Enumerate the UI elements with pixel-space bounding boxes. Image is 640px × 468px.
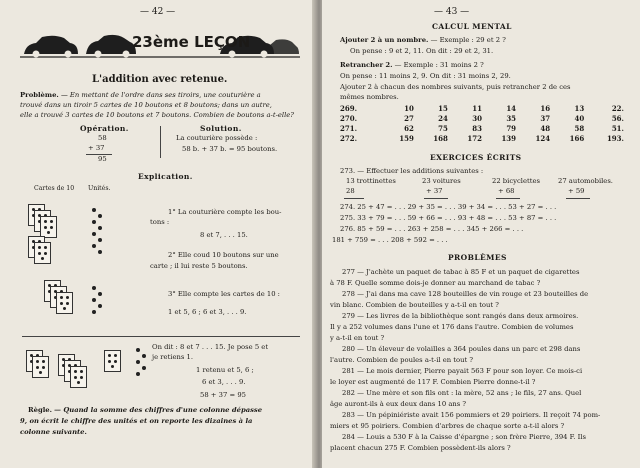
exercise-275: 275. 33 + 79 = . . . 59 + 66 = . . . 93 + 48 = . . . 53 + 87 = . . . bbox=[340, 214, 557, 222]
problem-line: 281 — Le mois dernier, Pierre payait 563 F pour son loyer. Ce mois-ci bbox=[342, 367, 583, 375]
instruction-line-2: mêmes nombres. bbox=[340, 93, 399, 101]
page-number-right: — 43 — bbox=[434, 7, 470, 17]
ex273-add-3: + 68 bbox=[498, 187, 515, 195]
rule-line-3: colonne suivante. bbox=[20, 428, 87, 436]
operation-top: 58 bbox=[98, 134, 107, 142]
final-line-4: 6 et 3, . . . 9. bbox=[202, 378, 246, 386]
final-line-1: On dit : 8 et 7 . . . 15. Je pose 5 et bbox=[152, 343, 269, 351]
table-row: 272. 159 168 172 139 124 166 193. bbox=[340, 133, 624, 143]
exercise-276b: 181 + 759 = . . . 208 + 592 = . . . bbox=[332, 236, 448, 244]
problem-line-3: elle a trouvé 3 cartes de 10 boutons et 7 boutons. Combien de boutons a-t-elle? bbox=[20, 111, 294, 119]
button-card bbox=[40, 216, 57, 238]
button-card bbox=[56, 292, 73, 314]
left-page bbox=[0, 0, 316, 468]
problem-line: le loyer est augmenté de 117 F. Combien Pierre donne-t-il ? bbox=[330, 378, 536, 386]
problem-line: 278 — J'ai dans ma cave 128 bouteilles de vin rouge et 23 bouteilles de bbox=[342, 290, 589, 298]
table-row: 270. 27 24 30 35 37 40 56. bbox=[340, 113, 624, 123]
problem-line: miers et 95 poiriers. Combien d'arbres de chaque sorte a-t-il alors ? bbox=[330, 422, 565, 430]
exercise-276: 276. 85 + 59 = . . . 263 + 258 = . . . 345 + 266 = . . . bbox=[340, 225, 524, 233]
step3-calc: 1 et 5, 6 ; 6 et 3, . . . 9. bbox=[168, 308, 247, 316]
solution-line-2: 58 b. + 37 b. = 95 boutons. bbox=[182, 145, 278, 153]
sub-example-line: On pense : 11 moins 2, 9. On dit : 31 moins 2, 29. bbox=[340, 72, 511, 80]
operation-label: Opération. bbox=[80, 124, 129, 133]
button-card bbox=[104, 350, 121, 372]
rule-line-1: Règle. — Quand la somme des chiffres d'une colonne dépasse bbox=[28, 406, 263, 414]
calcul-mental-title: CALCUL MENTAL bbox=[432, 22, 512, 31]
problem-line-2: trouvé dans un tiroir 5 cartes de 10 boutons et 8 boutons; dans un autre, bbox=[20, 101, 272, 109]
ex273-rule bbox=[424, 198, 448, 199]
ex273-item-2: 23 voitures bbox=[422, 177, 461, 185]
step1-calc: 8 et 7, . . . 15. bbox=[200, 231, 248, 239]
problem-line: placent chacun 275 F. Combien possèdent-ils alors ? bbox=[330, 444, 511, 452]
button-card bbox=[32, 356, 49, 378]
right-page bbox=[322, 0, 640, 468]
button-card bbox=[34, 242, 51, 264]
column-units: Unités. bbox=[88, 185, 111, 192]
step2-line-1: 2° Elle coud 10 boutons sur une bbox=[168, 251, 279, 259]
step2-line-2: carte ; il lui reste 5 boutons. bbox=[150, 262, 248, 270]
section-rule bbox=[22, 336, 300, 337]
lesson-title: L'addition avec retenue. bbox=[92, 74, 228, 85]
step1-line-2: tons : bbox=[150, 218, 170, 226]
lesson-banner bbox=[20, 28, 300, 62]
final-line-2: je retiens 1. bbox=[152, 353, 194, 361]
problem-line: l'autre. Combien de poules a-t-il en tout ? bbox=[330, 356, 474, 364]
mental-numbers-table bbox=[340, 103, 624, 143]
exercises-title: EXERCICES ÉCRITS bbox=[430, 153, 522, 162]
problem-line: 279 — Les livres de la bibliothèque sont rangés dans deux armoires. bbox=[342, 312, 579, 320]
problem-line: Il y a 252 volumes dans l'une et 176 dans l'autre. Combien de volumes bbox=[330, 323, 574, 331]
lesson-heading bbox=[132, 33, 250, 51]
problem-line: âge auront-ils à eux deux dans 10 ans ? bbox=[330, 400, 467, 408]
explanation-label: Explication. bbox=[138, 172, 193, 181]
step1-line-1: 1° La couturière compte les bou- bbox=[168, 208, 282, 216]
ex273-item-1: 13 trottinettes bbox=[346, 177, 396, 185]
exercise-274: 274. 25 + 47 = . . . 29 + 35 = . . . 39 + 34 = . . . 53 + 27 = . . . bbox=[340, 203, 557, 211]
problem-line-1: Problème. — En mettant de l'ordre dans ses tiroirs, une couturière a bbox=[20, 91, 261, 99]
lesson-number: 23ème bbox=[132, 33, 189, 51]
add-rule: Ajouter 2 à un nombre. — Exemple : 29 et 2 ? bbox=[340, 36, 506, 44]
ex273-item-4: 27 automobiles. bbox=[558, 177, 613, 185]
exercise-273: 273. — Effectuer les additions suivantes : bbox=[340, 167, 484, 175]
problem-line: 277 — J'achète un paquet de tabac à 85 F et un paquet de cigarettes bbox=[342, 268, 580, 276]
column-cards: Cartes de 10 bbox=[34, 185, 75, 192]
step3-line-1: 3° Elle compte les cartes de 10 : bbox=[168, 290, 280, 298]
ex273-item-3: 22 bicyclettes bbox=[492, 177, 540, 185]
problem-line: 280 — Un éleveur de volailles a 364 poules dans un parc et 298 dans bbox=[342, 345, 581, 353]
problems-title: PROBLÈMES bbox=[448, 253, 507, 262]
sub-rule: Retrancher 2. — Exemple : 31 moins 2 ? bbox=[340, 61, 484, 69]
lesson-word: LEÇON bbox=[194, 33, 251, 51]
problem-line: 282 — Une mère et son fils ont : la mère, 52 ans ; le fils, 27 ans. Quel bbox=[342, 389, 582, 397]
instruction-line-1: Ajouter 2 à chacun des nombres suivants, puis retrancher 2 de ces bbox=[340, 83, 571, 91]
final-line-3: 1 retenu et 5, 6 ; bbox=[196, 366, 254, 374]
table-row: 269. 10 15 11 14 16 13 22. bbox=[340, 103, 624, 113]
add-example-line: On pense : 9 et 2, 11. On dit : 29 et 2, 31. bbox=[350, 47, 494, 55]
ex273-rule bbox=[496, 198, 520, 199]
divider-vertical bbox=[160, 126, 161, 158]
operation-add: + 37 bbox=[88, 144, 105, 152]
problem-line: 283 — Un pépiniériste avait 156 pommiers et 29 poiriers. Il reçoit 74 pom- bbox=[342, 411, 601, 419]
problem-line: 284 — Louis a 530 F à la Caisse d'épargne ; son frère Pierre, 394 F. Ils bbox=[342, 433, 586, 441]
ex273-rule bbox=[566, 198, 590, 199]
problem-line: y a-t-il en tout ? bbox=[330, 334, 385, 342]
solution-label: Solution. bbox=[200, 124, 242, 133]
problem-line: à 78 F. Quelle somme dois-je donner au marchand de tabac ? bbox=[330, 279, 541, 287]
operation-result: 95 bbox=[98, 155, 107, 163]
final-line-5: 58 + 37 = 95 bbox=[200, 391, 246, 399]
ex273-add-1: 28 bbox=[346, 187, 355, 195]
ex273-add-4: + 59 bbox=[568, 187, 585, 195]
table-row: 271. 62 75 83 79 48 58 51. bbox=[340, 123, 624, 133]
page-number-left: — 42 — bbox=[140, 7, 176, 17]
rule-line-2: 9, on écrit le chiffre des unités et on reporte les dizaines à la bbox=[20, 417, 253, 425]
problem-line: vin blanc. Combien de bouteilles y a-t-il en tout ? bbox=[330, 301, 499, 309]
solution-line-1: La couturière possède : bbox=[176, 134, 258, 142]
ex273-add-2: + 37 bbox=[426, 187, 443, 195]
ex273-rule bbox=[344, 198, 364, 199]
button-card bbox=[70, 366, 87, 388]
